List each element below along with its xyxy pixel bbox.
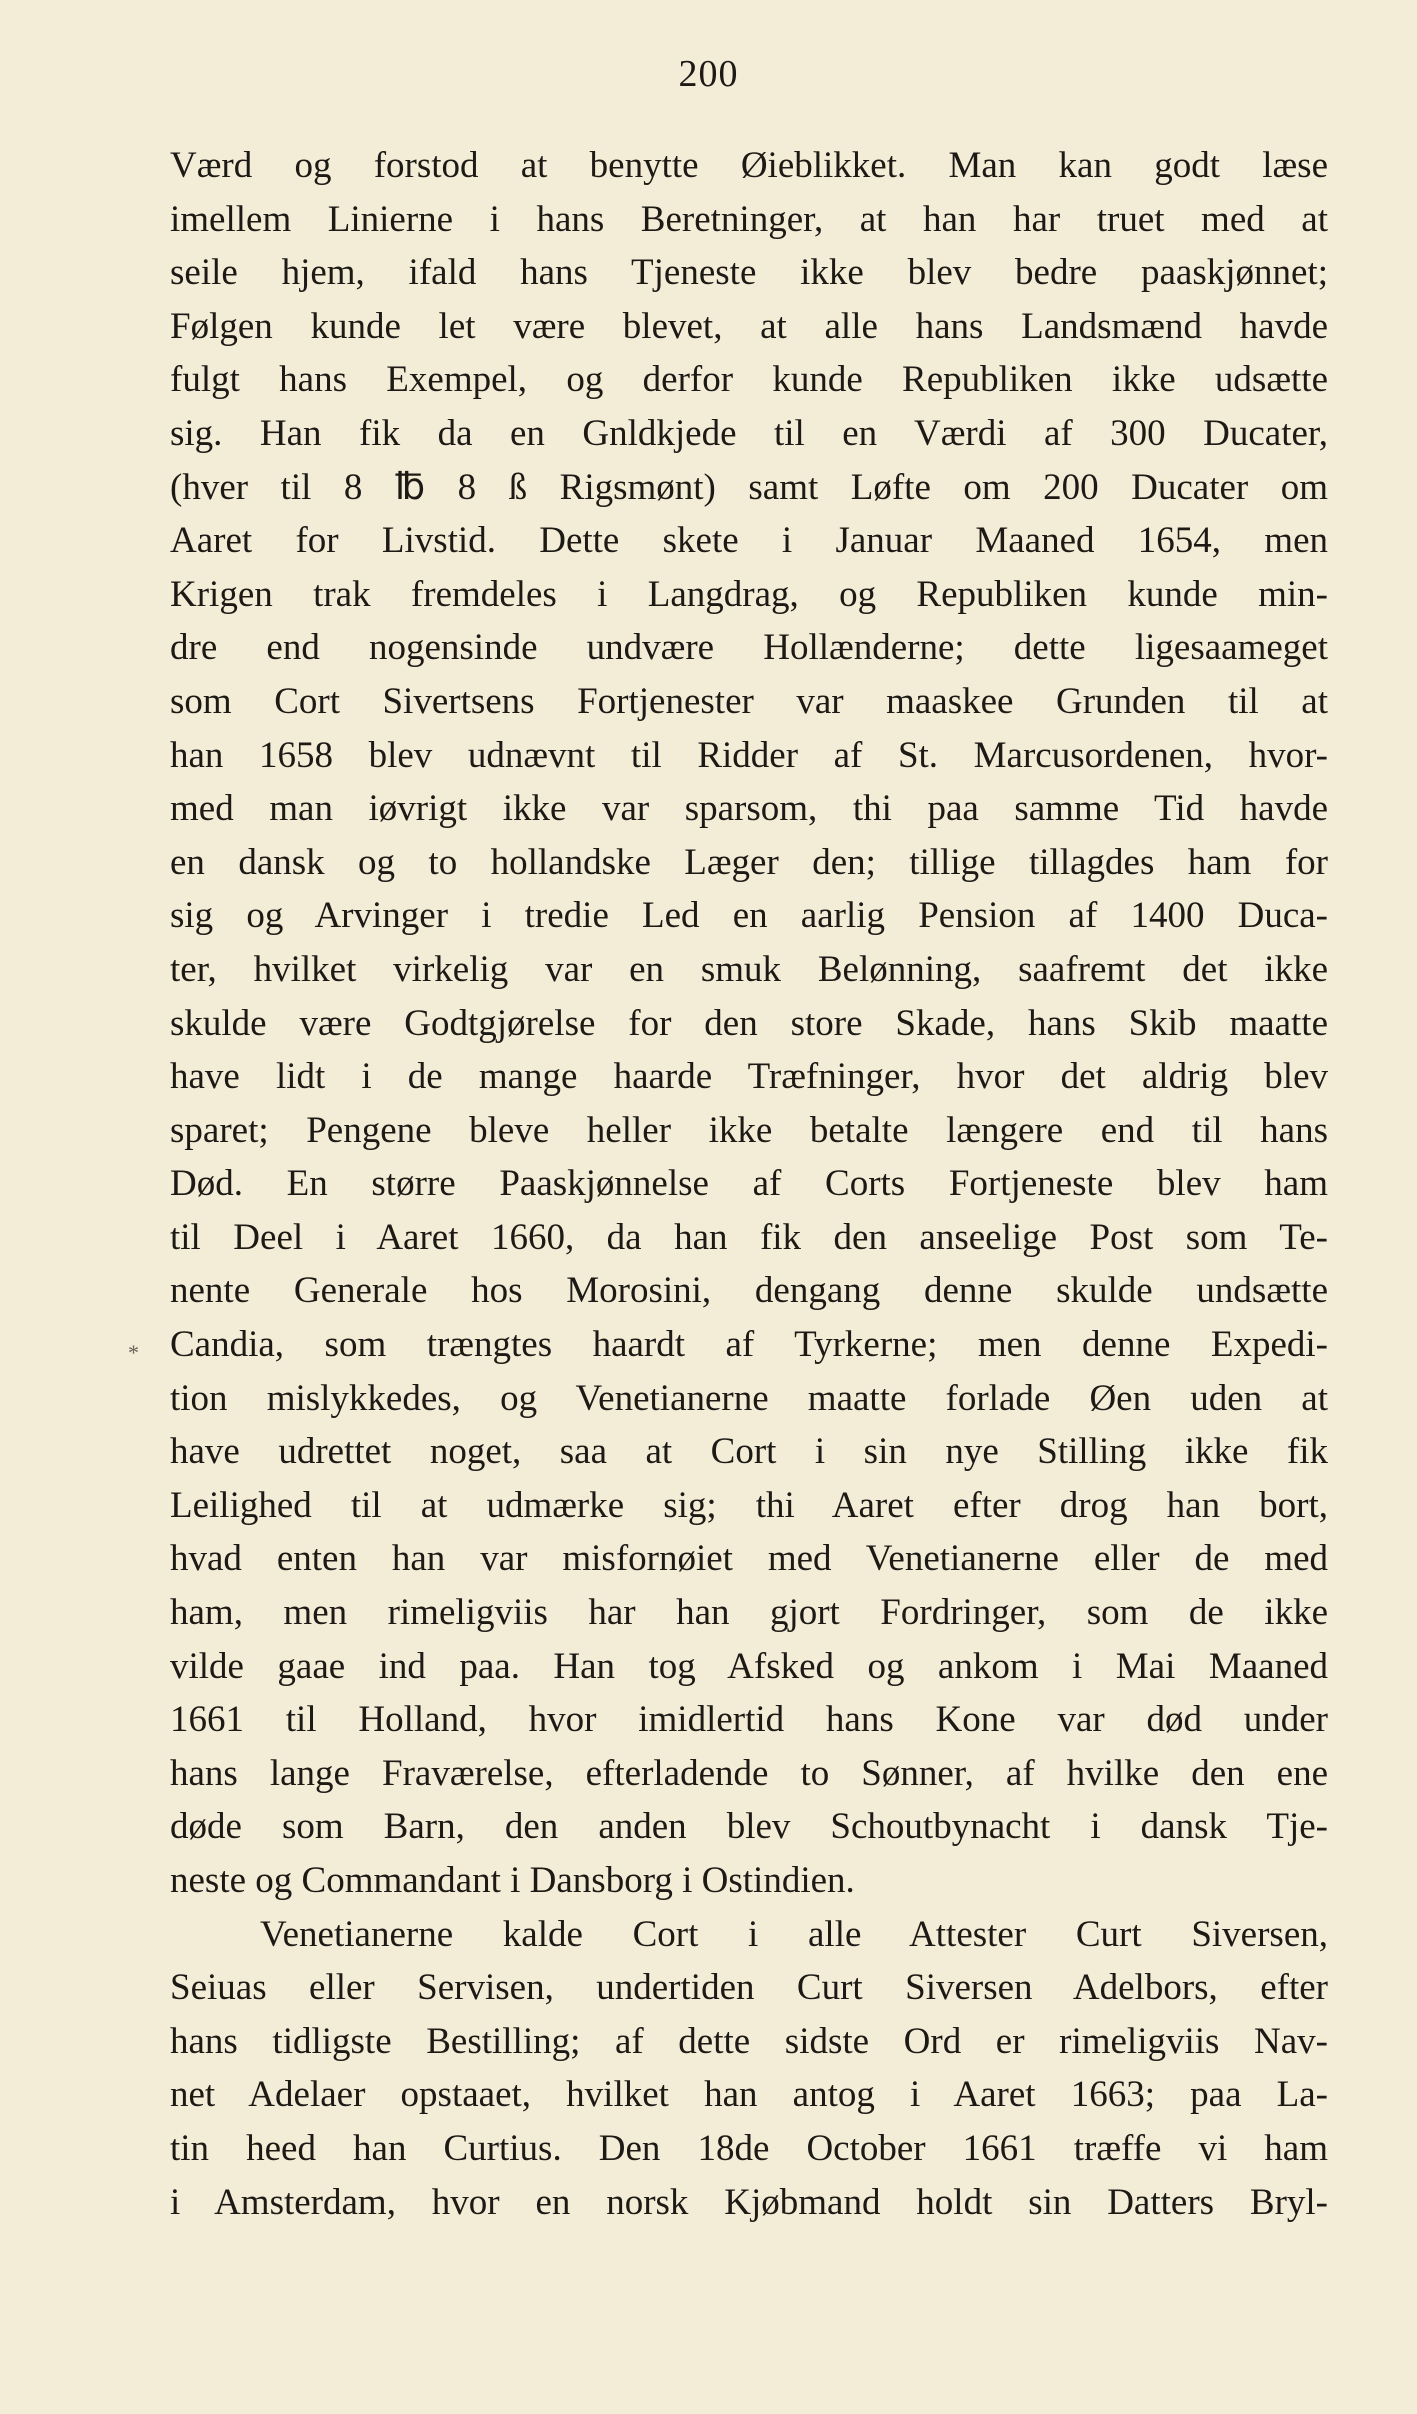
body-text (170, 139, 1328, 2229)
text-line: nente Generale hos Morosini, dengang denne skulde undsætte (170, 1270, 1328, 1312)
text-line: Følgen kunde let være blevet, at alle hans Landsmænd havde (170, 305, 1328, 347)
text-line: døde som Barn, den anden blev Schoutbynacht i dansk Tje- (170, 1806, 1328, 1848)
text-line: dre end nogensinde undvære Hollænderne; dette ligesaameget (170, 627, 1328, 669)
text-line: sparet; Pengene bleve heller ikke betalte længere end til hans (170, 1109, 1328, 1151)
text-line: have lidt i de mange haarde Træfninger, hvor det aldrig blev (170, 1056, 1328, 1098)
text-line: sig. Han fik da en Gnldkjede til en Værdi af 300 Ducater, (170, 412, 1328, 454)
text-line: imellem Linierne i hans Beretninger, at han har truet med at (170, 198, 1328, 240)
text-line: hans tidligste Bestilling; af dette sidste Ord er rimeligviis Nav- (170, 2020, 1328, 2062)
text-line: Krigen trak fremdeles i Langdrag, og Republiken kunde min- (170, 573, 1328, 615)
text-line: tin heed han Curtius. Den 18de October 1661 træffe vi ham (170, 2127, 1328, 2169)
text-line: han 1658 blev udnævnt til Ridder af St. Marcusordenen, hvor- (170, 734, 1328, 776)
text-line: fulgt hans Exempel, og derfor kunde Republiken ikke udsætte (170, 359, 1328, 401)
text-line: have udrettet noget, saa at Cort i sin nye Stilling ikke fik (170, 1431, 1328, 1473)
text-line: Candia, som trængtes haardt af Tyrkerne; men denne Expedi- (170, 1324, 1328, 1366)
text-line: med man iøvrigt ikke var sparsom, thi paa samme Tid havde (170, 788, 1328, 830)
text-line: Leilighed til at udmærke sig; thi Aaret efter drog han bort, (170, 1484, 1328, 1526)
text-line: tion mislykkedes, og Venetianerne maatte forlade Øen uden at (170, 1377, 1328, 1419)
text-line: en dansk og to hollandske Læger den; tillige tillagdes ham for (170, 841, 1328, 883)
text-line: seile hjem, ifald hans Tjeneste ikke blev bedre paaskjønnet; (170, 252, 1328, 294)
margin-mark: * (128, 1340, 139, 1365)
text-line: hans lange Fraværelse, efterladende to Sønner, af hvilke den ene (170, 1752, 1328, 1794)
text-line: (hver til 8 ℔ 8 ß Rigsmønt) samt Løfte om 200 Ducater om (170, 466, 1328, 508)
text-line: til Deel i Aaret 1660, da han fik den anseelige Post som Te- (170, 1216, 1328, 1258)
text-line: i Amsterdam, hvor en norsk Kjøbmand holdt sin Datters Bryl- (170, 2181, 1328, 2223)
text-line: som Cort Sivertsens Fortjenester var maaskee Grunden til at (170, 680, 1328, 722)
text-line: Aaret for Livstid. Dette skete i Januar Maaned 1654, men (170, 520, 1328, 562)
text-line: sig og Arvinger i tredie Led en aarlig Pension af 1400 Duca- (170, 895, 1328, 937)
text-line: skulde være Godtgjørelse for den store Skade, hans Skib maatte (170, 1002, 1328, 1044)
text-line: net Adelaer opstaaet, hvilket han antog i Aaret 1663; paa La- (170, 2074, 1328, 2116)
text-line: Værd og forstod at benytte Øieblikket. Man kan godt læse (170, 145, 1328, 186)
text-line: 1661 til Holland, hvor imidlertid hans Kone var død under (170, 1699, 1328, 1741)
text-line: Død. En større Paaskjønnelse af Corts Fortjeneste blev ham (170, 1163, 1328, 1205)
text-line: hvad enten han var misfornøiet med Venetianerne eller de med (170, 1538, 1328, 1580)
text-line: Seiuas eller Servisen, undertiden Curt Siversen Adelbors, efter (170, 1967, 1328, 2009)
text-line-paragraph-start: Venetianerne kalde Cort i alle Attester Curt Siversen, (260, 1913, 1328, 1955)
text-line: vilde gaae ind paa. Han tog Afsked og ankom i Mai Maaned (170, 1645, 1328, 1687)
text-line: ter, hvilket virkelig var en smuk Belønning, saafremt det ikke (170, 948, 1328, 990)
text-line: ham, men rimeligviis har han gjort Fordringer, som de ikke (170, 1592, 1328, 1634)
text-line-paragraph-end: neste og Commandant i Dansborg i Ostindien. (170, 1860, 855, 1901)
page-number: 200 (678, 53, 739, 95)
